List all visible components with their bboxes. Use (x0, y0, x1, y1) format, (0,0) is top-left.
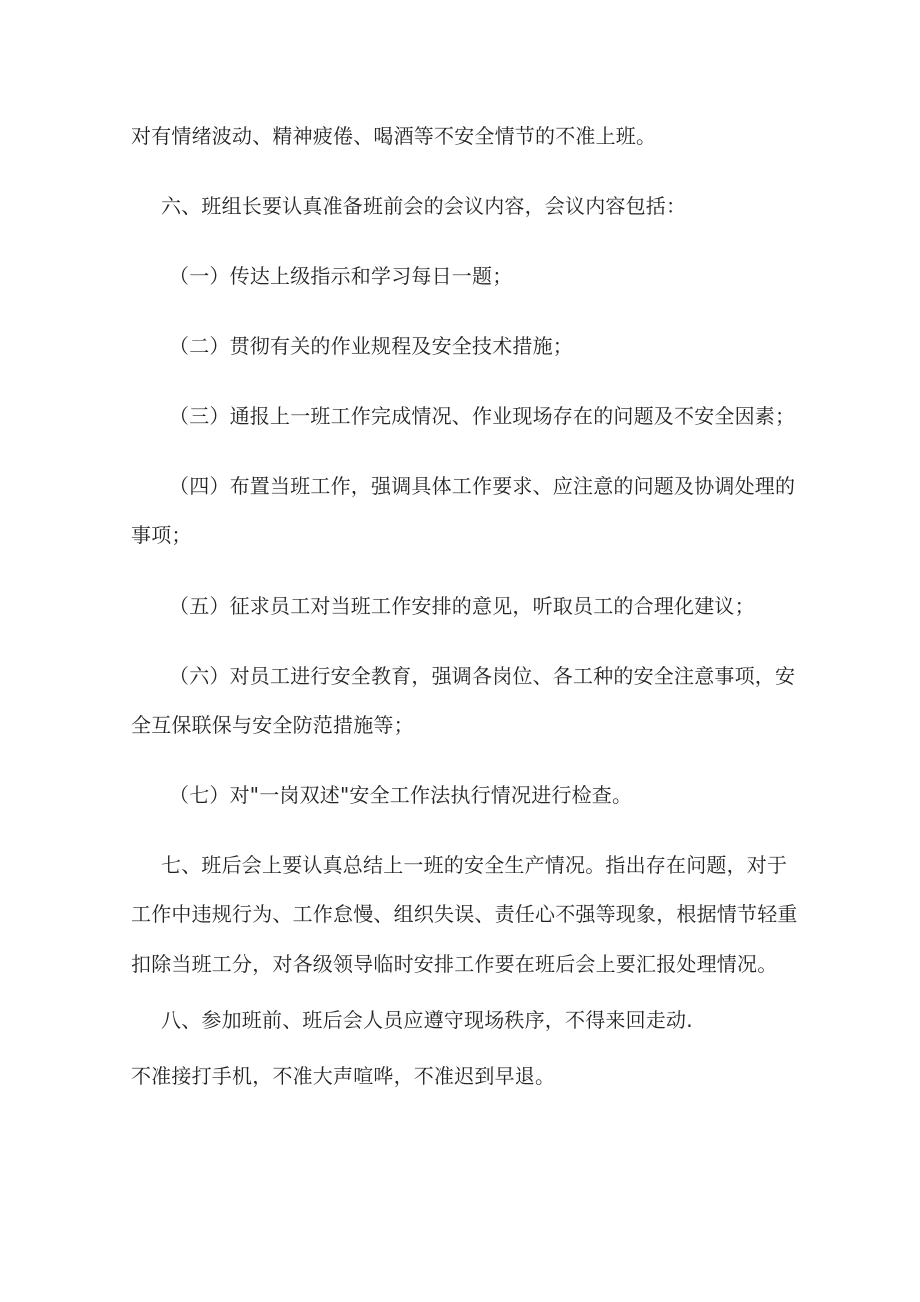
paragraph-line: 对有情绪波动、精神疲倦、喝酒等不安全情节的不准上班。 (131, 124, 657, 148)
list-item-3: （三）通报上一班工作完成情况、作业现场存在的问题及不安全因素； (169, 404, 796, 428)
list-item-2: （二）贯彻有关的作业规程及安全技术措施； (169, 334, 573, 358)
list-item-7: （七）对"一岗双述"安全工作法执行情况进行检查。 (169, 783, 633, 807)
list-item-5: （五）征求员工对当班工作安排的意见，听取员工的合理化建议； (169, 594, 755, 618)
list-item-4-continued: 事项； (131, 523, 192, 547)
list-item-1: （一）传达上级指示和学习每日一题； (169, 264, 513, 288)
section-heading-seven: 七、班后会上要认真总结上一班的安全生产情况。指出存在问题，对于 (161, 853, 788, 877)
list-item-6: （六）对员工进行安全教育，强调各岗位、各工种的安全注意事项，安 (169, 664, 796, 688)
list-item-6-continued: 全互保联保与安全防范措施等； (131, 713, 414, 737)
paragraph-line: 扣除当班工分，对各级领导临时安排工作要在班后会上要汇报处理情况。 (131, 952, 778, 976)
section-heading-eight: 八、参加班前、班后会人员应遵守现场秩序，不得来回走动. (161, 1008, 693, 1032)
section-heading-six: 六、班组长要认真准备班前会的会议内容，会议内容包括： (161, 194, 687, 218)
paragraph-line: 不准接打手机，不准大声喧哗，不准迟到早退。 (131, 1064, 556, 1088)
paragraph-line: 工作中违规行为、工作怠慢、组织失误、责任心不强等现象，根据情节轻重 (131, 902, 798, 926)
list-item-4: （四）布置当班工作，强调具体工作要求、应注意的问题及协调处理的 (169, 474, 796, 498)
